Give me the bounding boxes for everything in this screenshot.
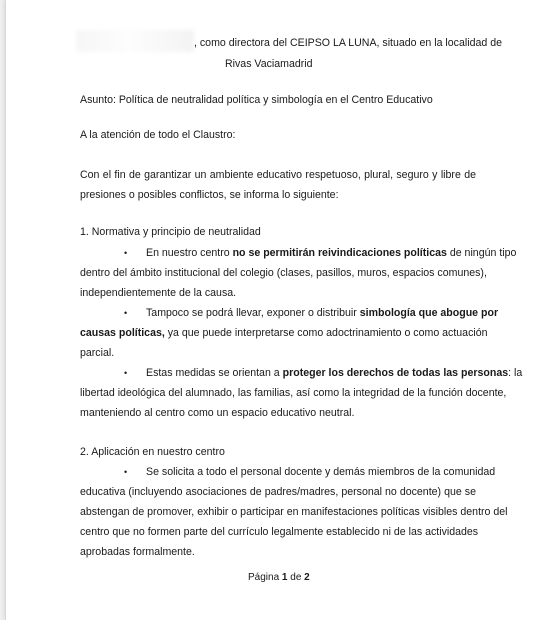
s1-b1-pre: En nuestro centro — [146, 247, 233, 259]
redacted-name — [76, 30, 194, 52]
s2-bullet-1-line-3: abstengan de promover, exhibir o participar en manifestaciones políticas visibles dentro del — [80, 506, 508, 518]
s2-bullet-1-line-5: aprobadas formalmente. — [80, 546, 195, 558]
s1-bullet-1-line-2: dentro del ámbito institucional del colegio (clases, pasillos, muros, espacios comunes), — [80, 267, 487, 279]
s1-bullet-3-line-1 — [146, 366, 522, 380]
header-line-1: , como directora del CEIPSO LA LUNA, situado en la localidad de — [194, 37, 502, 49]
s1-bullet-2-line-2 — [80, 326, 488, 340]
s1-bullet-3-line-3: manteniendo al centro como un espacio educativo neutral. — [80, 407, 355, 419]
footer-total-pages: 2 — [304, 572, 310, 583]
s1-bullet-1-line-3: independientemente de la causa. — [80, 287, 237, 299]
s1-bullet-3-line-2: libertad ideológica del alumnado, las familias, así como la integridad de la función docente, — [80, 387, 507, 399]
s1-b2-l2-bold: causas políticas, — [80, 327, 165, 339]
section-1-heading: 1. Normativa y principio de neutralidad — [80, 226, 261, 238]
s2-bullet-1-line-1: Se solicita a todo el personal docente y demás miembros de la comunidad — [146, 466, 496, 478]
section-2-heading: 2. Aplicación en nuestro centro — [80, 446, 225, 458]
document-page — [5, 0, 541, 620]
bullet-marker: • — [124, 467, 128, 477]
s1-b2-pre: Tampoco se podrá llevar, exponer o distribuir — [146, 307, 360, 319]
greeting: A la atención de todo el Claustro: — [80, 129, 236, 141]
page-number-footer — [248, 571, 310, 585]
s1-b2-l2-rest: ya que puede interpretarse como adoctrinamiento o como actuación — [164, 327, 488, 339]
intro-line-1: Con el fin de garantizar un ambiente educativo respetuoso, plural, seguro y libre de — [80, 169, 476, 181]
s1-bullet-1-line-1 — [146, 246, 516, 260]
bullet-marker: • — [124, 308, 128, 318]
s1-bullet-2-line-1 — [146, 306, 498, 320]
s1-b2-bold: simbología que abogue por — [359, 307, 499, 319]
s1-b1-bold: no se permitirán reivindicaciones políticas — [232, 247, 447, 259]
s1-b3-bold: proteger los derechos de todas las personas — [282, 367, 509, 379]
s1-b3-post: : la — [508, 367, 523, 379]
bullet-marker: • — [124, 368, 128, 378]
s2-bullet-1-line-4: centro que no formen parte del currículo legalmente establecido ni de las actividades — [80, 526, 479, 538]
bullet-marker: • — [124, 248, 128, 258]
footer-mid: de — [287, 572, 305, 583]
s1-bullet-2-line-3: parcial. — [80, 347, 115, 359]
footer-pre: Página — [248, 572, 282, 583]
s2-bullet-1-line-2: educativa (incluyendo asociaciones de padres/madres, personal no docente) que se — [80, 486, 476, 498]
s1-b1-post: de ningún tipo — [446, 247, 517, 259]
header-line-2: Rivas Vaciamadrid — [225, 58, 313, 70]
intro-line-2: presiones o posibles conflictos, se informa lo siguiente: — [80, 189, 339, 201]
subject-line: Asunto: Política de neutralidad política y simbología en el Centro Educativo — [80, 94, 433, 106]
footer-current-page: 1 — [281, 572, 288, 583]
s1-b3-pre: Estas medidas se orientan a — [146, 367, 283, 379]
